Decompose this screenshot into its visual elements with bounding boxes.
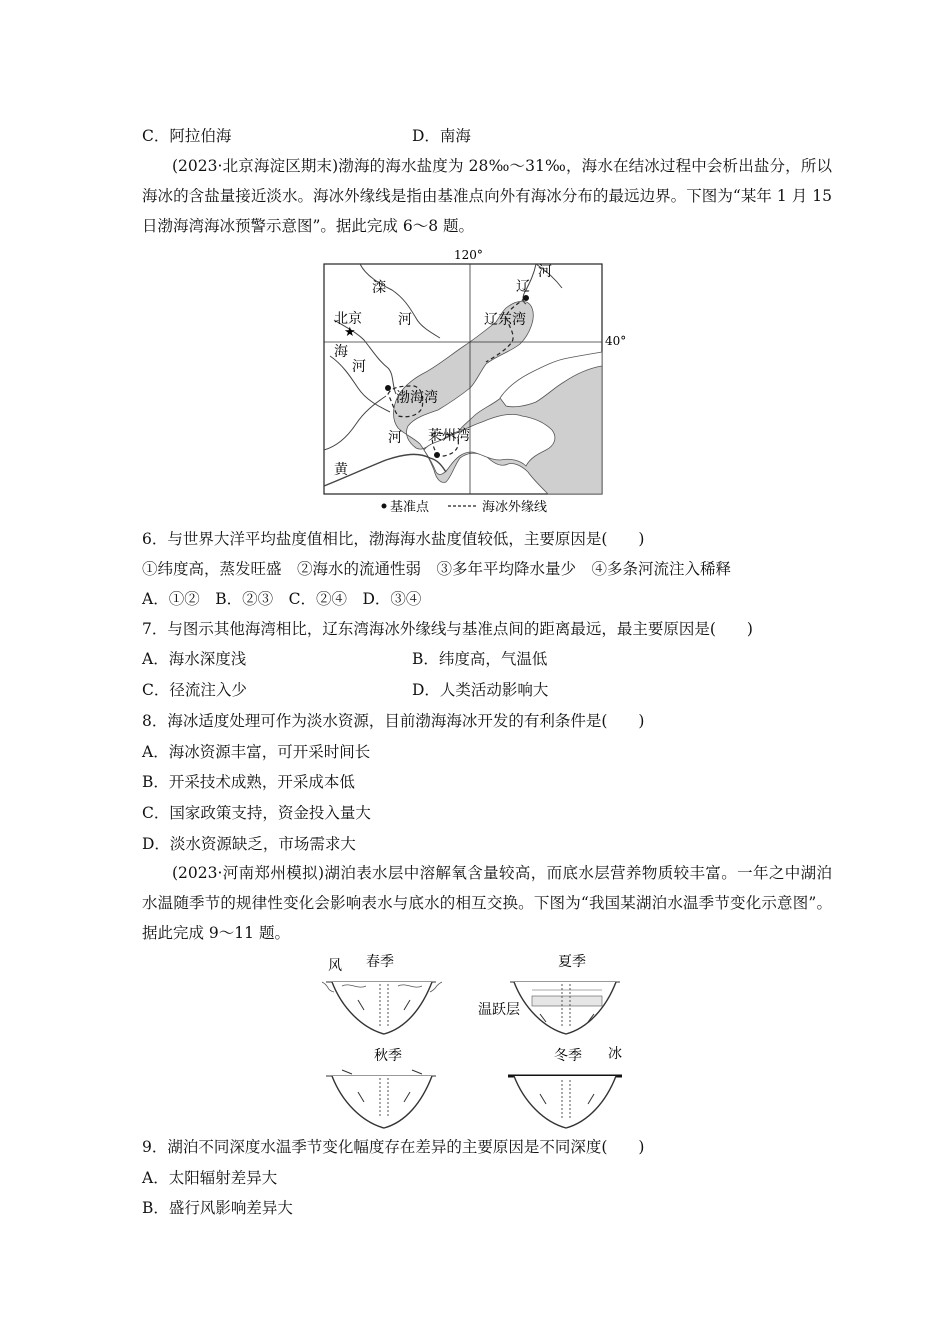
- spring-lake: [322, 954, 442, 1034]
- spring-label: 春季: [366, 954, 394, 970]
- label-huang: 黄: [334, 462, 348, 478]
- autumn-lake: [326, 1047, 436, 1128]
- thermocline-label: 温跃层: [478, 1002, 520, 1018]
- summer-lake: [478, 954, 620, 1034]
- lat-label: 40°: [605, 334, 627, 348]
- label-he1: 河: [398, 312, 412, 328]
- label-he2: 河: [352, 359, 366, 375]
- q7-option-b: B．纬度高，气温低: [412, 650, 548, 668]
- winter-lake: [508, 1046, 622, 1128]
- q7-option-a: A．海水深度浅: [142, 650, 247, 668]
- ice-label: 冰: [608, 1046, 622, 1062]
- thermocline-band: [532, 996, 602, 1006]
- q7-stem: 7．与图示其他海湾相比，辽东湾海冰外缘线与基准点间的距离最远，最主要原因是( ): [142, 620, 753, 638]
- intro-paragraph-bohai: [142, 151, 832, 241]
- base-point-bohai: [385, 385, 391, 391]
- q9-option-b: B．盛行风影响差异大: [142, 1199, 293, 1217]
- winter-label: 冬季: [554, 1048, 582, 1064]
- lon-label: 120°: [454, 248, 483, 262]
- intro-paragraph-lake: [142, 858, 832, 948]
- label-liao: 辽: [516, 279, 530, 295]
- label-liaodong-bay: 辽东湾: [484, 312, 526, 328]
- label-hai: 海: [334, 344, 348, 360]
- q9-stem: 9．湖泊不同深度水温季节变化幅度存在差异的主要原因是不同深度( ): [142, 1138, 645, 1156]
- base-point-laizhou: [434, 452, 440, 458]
- label-he3: 河: [538, 264, 552, 280]
- q6-options: A．①② B．②③ C．②④ D．③④: [142, 590, 422, 608]
- label-bohai-bay: 渤海湾: [396, 390, 438, 406]
- winter-basin: [514, 1076, 616, 1128]
- intro-text-2: (2023·河南郑州模拟)湖泊表水层中溶解氧含量较高，而底水层营养物质较丰富。一年之中湖泊水温随季节的规律性变化会影响表水与底水的相互交换。下图为“我国某湖泊水温季节变化示意图”。据此完成 9～11 题。: [142, 864, 832, 942]
- spring-basin: [332, 982, 432, 1034]
- summer-label: 夏季: [558, 954, 586, 970]
- q9-option-a: A．太阳辐射差异大: [142, 1169, 278, 1187]
- q5-option-c: C．阿拉伯海: [142, 127, 232, 145]
- bohai-sea-ice-map: [300, 246, 640, 520]
- q8-option-d: D．淡水资源缺乏，市场需求大: [142, 835, 356, 853]
- q6-items: ①纬度高，蒸发旺盛 ②海水的流通性弱 ③多年平均降水量少 ④多条河流注入稀释: [142, 560, 732, 578]
- q7-option-d: D．人类活动影响大: [412, 681, 549, 699]
- q7-option-c: C．径流注入少: [142, 681, 247, 699]
- label-laizhou-bay: 莱州湾: [428, 428, 470, 444]
- intro-text: (2023·北京海淀区期末)渤海的海水盐度为 28‰～31‰，海水在结冰过程中会析出盐分，所以海冰的含盐量接近淡水。海冰外缘线是指由基准点向外有海冰分布的最远边界。下图为“某年 1 月 15 日渤海湾海冰预警示意图”。据此完成 6～8 题。: [142, 157, 832, 235]
- autumn-basin: [332, 1076, 432, 1128]
- q6-stem: 6．与世界大洋平均盐度值相比，渤海海水盐度值较低，主要原因是( ): [142, 530, 645, 548]
- q8-stem: 8．海冰适度处理可作为淡水资源，目前渤海海冰开发的有利条件是( ): [142, 712, 645, 730]
- q8-option-c: C．国家政策支持，资金投入量大: [142, 804, 371, 822]
- q5-option-d: D．南海: [412, 127, 471, 145]
- lake-temperature-diagram: [318, 952, 638, 1132]
- beijing-star-icon: ★: [344, 325, 356, 340]
- legend-dot-icon: [382, 504, 387, 509]
- label-he4: 河: [388, 430, 402, 446]
- q8-option-a: A．海冰资源丰富，可开采时间长: [142, 743, 371, 761]
- autumn-label: 秋季: [374, 1048, 402, 1064]
- base-point-liaodong: [523, 295, 529, 301]
- legend-base-point: 基准点: [390, 500, 430, 515]
- q8-option-b: B．开采技术成熟，开采成本低: [142, 773, 355, 791]
- wind-label: 风: [328, 958, 342, 974]
- label-beijing: 北京: [334, 311, 362, 327]
- label-luan: 滦: [372, 280, 386, 296]
- legend-ice-line: 海冰外缘线: [482, 500, 548, 515]
